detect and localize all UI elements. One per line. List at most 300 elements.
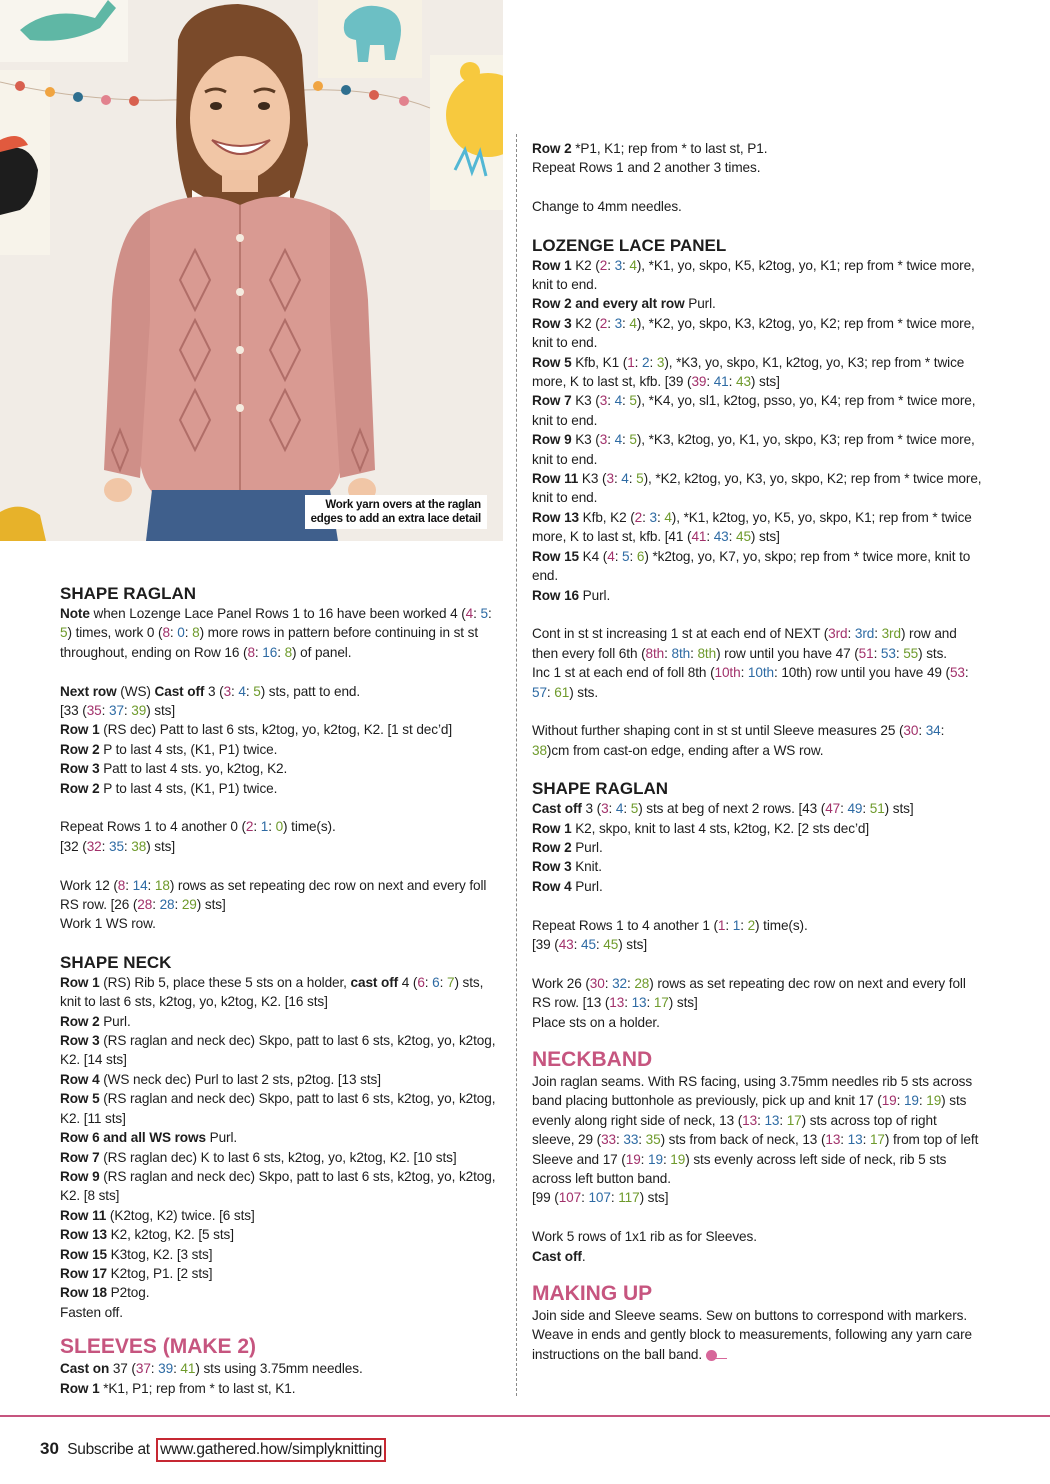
text: ), *K3, k2tog, yo, K1, yo, skpo, K3; rep from * twice more, knit to end. [532,432,975,467]
sleeve-raglan-row [532,838,982,857]
making-up-text [532,1306,982,1364]
row-label: Row 13 [532,509,579,525]
neck-row [60,1089,500,1128]
row-text: K2tog, P1. [2 sts] [107,1265,213,1281]
size-value: 41 [180,1361,196,1377]
text: ) sts at beg of next 2 rows. [43 ( [638,801,826,817]
text: when Lozenge Lace Panel Rows 1 to 16 have been worked 4 ( [89,606,466,621]
neck-row [60,1128,500,1147]
row-text: K2, skpo, knit to last 4 sts, k2tog, K2. [2 sts dec’d] [571,820,870,836]
row-text: Purl. [571,878,603,894]
row-label: Row 1 [60,722,100,738]
row-label: Row 2 and every alt row [532,296,685,312]
size-value: 5 [629,393,637,409]
lozenge-row: Row 3 K2 (2: 3: 4), *K2, yo, skpo, K3, k2tog, yo, K2; rep from * twice more, knit to end. [532,315,975,351]
neck-row [60,1148,500,1167]
size-value: 4 [621,471,629,487]
text: K2 ( [571,257,600,273]
size-value: 51 [858,645,874,661]
size-value: 2 [634,509,643,525]
row-label: Row 3 [60,1033,100,1049]
footer-rule [0,1415,1050,1417]
hero-photo [0,0,503,541]
lozenge-row: Row 7 K3 (3: 4: 5), *K4, yo, sl1, k2tog, psso, yo, K4; rep from * twice more, knit to end. [532,393,976,428]
repeat-instruction: Repeat Rows 1 to 4 another 0 (2: 1: 0) time(s). [60,819,336,835]
size-value: 61 [554,684,570,700]
row-label: Row 15 [60,1246,107,1262]
size-value: 5 [480,606,488,621]
size-value: 1 [732,917,741,933]
row-label: Row 2 [60,780,100,796]
size-value: 13 [825,1132,841,1148]
stitch-count: [99 (107: 107: 117) sts] [532,1190,669,1206]
text: ) sts] [750,374,780,390]
size-value: 33 [601,1132,616,1148]
text: ) sts, knit to last 6 sts, k2tog, yo, k2tog, K2. [16 sts] [60,974,484,1010]
size-value: 43 [713,529,729,545]
size-value: 4 [614,393,623,409]
text: (RS) Rib 5, place these 5 sts on a holder, [99,974,351,990]
size-value: 28 [137,897,153,913]
size-value: 29 [181,897,197,913]
column-divider [516,134,517,1396]
subscribe-text: Subscribe at [67,1441,150,1458]
size-value: 107 [558,1190,582,1206]
text: Repeat Rows 1 to 4 another 0 ( [60,819,246,835]
row-label: Row 2 [60,741,100,757]
work-instruction: Work 26 (30: 32: 28) rows as set repeating dec row on next and every foll RS row. [13 (13: 13: 17) sts] [532,975,966,1011]
text: ) sts] [639,1190,669,1206]
neck-row [60,1245,500,1264]
size-value: 39 [131,703,147,719]
text: ) sts] [750,529,780,545]
size-value: 39 [158,1361,174,1377]
size-value: 8th [645,645,665,661]
text: K3 ( [578,471,607,487]
sleeve-raglan-cast-off: Cast off 3 (3: 4: 5) sts at beg of next 2 rows. [43 (47: 49: 51) sts] [532,801,914,817]
left-column [60,584,500,1398]
row-text: Purl. [99,1013,131,1029]
text: K3 ( [571,393,600,409]
size-value: 28 [159,897,175,913]
text: ) sts, patt to end. [260,683,361,699]
lozenge-row [532,586,982,605]
change-needles: Change to 4mm needles. [532,199,682,215]
cast-off-label: Cast off [532,1248,582,1264]
size-value: 39 [691,374,707,390]
size-value: 13 [742,1112,758,1128]
size-value: 37 [135,1361,151,1377]
text: ) sts] [884,801,914,817]
text: 3 ( [204,683,224,699]
size-value: 3 [614,315,623,331]
row-text: (WS neck dec) Purl to last 2 sts, p2tog. [13 sts] [99,1071,381,1087]
size-value: 4 [607,548,615,564]
sleeve-repeat: Repeat Rows 1 and 2 another 3 times. [532,160,761,176]
size-value: 13 [847,1132,863,1148]
text: ) sts] [146,838,176,854]
text: ) sts across top of right sleeve, 29 ( [532,1112,937,1148]
size-value: 14 [132,877,148,893]
neck-rows [60,1012,500,1303]
size-value: 1 [627,354,635,370]
lozenge-row: Row 9 K3 (3: 4: 5), *K3, k2tog, yo, K1, yo, skpo, K3; rep from * twice more, knit to end. [532,432,975,467]
row-text: Purl. [571,839,603,855]
text: ) sts. [569,684,599,700]
caption-line-1: Work yarn overs at the raglan [325,499,481,511]
size-value: 55 [903,645,919,661]
text: Cont in st st increasing 1 st at each end of NEXT ( [532,626,829,642]
size-value: 4 [238,683,246,699]
size-value: 5 [622,548,630,564]
size-value: 3 [223,683,232,699]
row-label: Row 1 [60,1380,100,1396]
neckband-heading: NECKBAND [532,1047,653,1071]
row-label: Row 5 [60,1091,100,1107]
text: ), *K1, yo, skpo, K5, k2tog, yo, K1; rep from * twice more, knit to end. [532,257,975,293]
text: ) *k2tog, yo, K7, yo, skpo; rep from * twice more, knit to end. [532,548,971,584]
row-text: (RS raglan dec) K to last 6 sts, k2tog, yo, k2tog, K2. [10 sts] [99,1149,457,1165]
size-value: 13 [631,995,647,1011]
size-value: 8 [162,625,170,641]
size-value: 10th [714,665,741,681]
text: ), *K3, yo, skpo, K1, k2tog, yo, K3; rep from * twice more, K to last st, kfb. [39 ( [532,354,965,390]
row-label: Row 1 [532,257,572,273]
text: ) more rows in pattern before continuing in st st throughout, ending on Row 16 ( [60,625,479,660]
row-label: Row 2 [532,839,572,855]
row-label: Row 5 [532,354,572,370]
row-label: Row 6 and all WS rows [60,1130,206,1146]
row-label: Row 3 [532,859,572,875]
size-value: 19 [670,1151,686,1167]
size-value: 47 [825,801,841,817]
text: Join raglan seams. With RS facing, using 3.75mm needles rib 5 sts across band placing buttonhole as previously, pick up and knit 17 ( [532,1073,973,1109]
size-value: 7 [446,974,455,990]
size-value: 5 [253,683,261,699]
size-value: 1 [260,819,269,835]
caption-line-2: edges to add an extra lace detail [310,513,481,525]
size-value: 5 [630,801,639,817]
row-label: Next row [60,683,117,699]
row-text: (RS raglan and neck dec) Skpo, patt to last 6 sts, k2tog, yo, k2tog, K2. [8 sts] [60,1168,496,1204]
size-value: 6 [432,974,440,990]
row-text: Patt to last 4 sts. yo, k2tog, K2. [99,761,288,777]
text: K3 ( [571,432,600,448]
size-value: 37 [108,703,124,719]
size-value: 4 [629,257,637,273]
size-value: 35 [108,838,124,854]
size-value: 10th [747,665,774,681]
text: ) sts. [918,645,947,661]
work-ws-row: Work 1 WS row. [60,916,156,932]
size-value: 5 [629,432,637,448]
size-value: 0 [275,819,284,835]
sleeve-raglan-row [532,819,982,838]
size-value: 3rd [854,626,875,642]
fasten-off: Fasten off. [60,1304,123,1320]
text: ), *K2, k2tog, yo, K3, yo, skpo, K2; rep from * twice more, knit to end. [532,471,982,506]
row-label: Row 7 [60,1149,100,1165]
size-value: 53 [949,665,965,681]
making-up-heading: MAKING UP [532,1282,653,1306]
size-value: 32 [86,838,102,854]
continue-instruction: Cont in st st increasing 1 st at each end of NEXT (3rd: 3rd: 3rd) row and then every foll 6th (8th: 8th: 8th) row until you have 47 (51: 53: 55) sts. [532,626,957,661]
row-label: Row 9 [60,1168,100,1184]
row-label: Row 3 [532,315,572,331]
lozenge-row: Row 13 Kfb, K2 (2: 3: 4), *K1, k2tog, yo, K5, yo, skpo, K1; rep from * twice more, K to last st, kfb. [41 (41: 43: 45) sts] [532,509,972,545]
sleeve-raglan-row [532,857,982,876]
shape-raglan-heading: SHAPE RAGLAN [60,584,197,603]
size-value: 45 [603,936,619,952]
size-value: 2 [747,917,756,933]
row-text: (RS raglan and neck dec) Skpo, patt to last 6 sts, k2tog, yo, k2tog, K2. [14 sts] [60,1033,496,1068]
sleeve-row [60,1379,500,1398]
text: Join side and Sleeve seams. Sew on buttons to correspond with markers. Weave in ends and gently block to measurements, following any yarn care instructions on the ball band. [532,1308,972,1362]
size-value: 4 [615,801,624,817]
text: ), *K4, yo, sl1, k2tog, psso, yo, K4; rep from * twice more, knit to end. [532,393,976,428]
sleeves-heading: SLEEVES (MAKE 2) [60,1335,257,1359]
neckband-cast-off [532,1247,982,1266]
size-value: 3 [649,509,657,525]
size-value: 28 [634,975,650,991]
text: ) sts evenly across left side of neck, rib 5 sts across left button band. [532,1151,947,1187]
size-value: 117 [618,1190,640,1206]
row-label: Row 3 [60,761,100,777]
size-value: 35 [86,703,102,719]
yarn-ball-end-icon [706,1350,717,1361]
size-value: 17 [653,995,669,1011]
size-value: 4 [664,509,672,525]
sleeve-row [532,139,982,158]
size-value: 19 [648,1151,663,1167]
text: ) sts] [618,936,648,952]
subscribe-link[interactable]: www.gathered.how/simplyknitting [156,1438,386,1462]
sleeve-raglan-row [532,877,982,896]
text: ) from top of left Sleeve and 17 ( [532,1132,979,1167]
lozenge-row: Row 5 Kfb, K1 (1: 2: 3), *K3, yo, skpo, K1, k2tog, yo, K3; rep from * twice more, K to last st, kfb. [39 (39: 41: 43) sts] [532,354,965,390]
raglan-row [60,740,500,759]
size-value: 33 [623,1132,639,1148]
size-value: 3 [656,354,665,370]
lozenge-row [532,294,982,313]
size-value: 38 [131,838,147,854]
size-value: 4 [614,432,623,448]
text: 4 ( [398,974,418,990]
row-label: Row 13 [60,1227,107,1243]
shape-raglan-note: Note when Lozenge Lace Panel Rows 1 to 16 have been worked 4 (4: 5: 5) times, work 0 (8: 0: 8) more rows in pattern before continuing in st st throughout, ending on Row 16 (8: 16: 8) of panel. [60,606,492,660]
size-value: 34 [925,723,941,739]
text: ) sts from back of neck, 13 ( [660,1132,826,1148]
size-value: 18 [154,877,170,893]
lozenge-heading: LOZENGE LACE PANEL [532,235,727,255]
size-value: 4 [629,315,637,331]
lozenge-row: Row 1 K2 (2: 3: 4), *K1, yo, skpo, K5, k2tog, yo, K1; rep from * twice more, knit to end. [532,257,975,293]
text: K2 ( [571,315,600,331]
row-text: (RS dec) Patt to last 6 sts, k2tog, yo, k2tog, K2. [1 st dec’d] [99,722,453,738]
text: ) rows as set repeating dec row on next and every foll RS row. [26 ( [60,877,487,913]
size-value: 19 [625,1151,641,1167]
text: ) sts evenly along right side of neck, 13 ( [532,1093,967,1128]
size-value: 17 [869,1132,885,1148]
text: [39 ( [532,936,559,952]
right-column [532,139,982,1364]
text: [33 ( [60,703,87,719]
text: K4 ( [579,548,608,564]
row-label: Row 15 [532,548,579,564]
size-value: 3 [614,257,623,273]
raglan-row [60,759,500,778]
size-value: 1 [717,917,726,933]
text: . [581,1248,586,1264]
size-value: 3 [599,393,608,409]
row-text: P2tog. [107,1285,150,1301]
row-label: Row 4 [60,1071,100,1087]
place-on-holder: Place sts on a holder. [532,1014,660,1030]
size-value: 8th [697,645,717,661]
neck-row: Row 1 (RS) Rib 5, place these 5 sts on a holder, cast off 4 (6: 6: 7) sts, knit to last 6 sts, k2tog, yo, k2tog, K2. [16 sts] [60,974,484,1010]
size-value: 3 [606,471,614,487]
text: ) sts] [146,703,176,719]
text: Repeat Rows 1 to 4 another 1 ( [532,917,718,933]
row-label: Row 2 [60,1013,100,1029]
size-value: 51 [869,801,885,817]
neck-row [60,1206,500,1225]
text: ) sts using 3.75mm needles. [195,1361,363,1377]
size-value: 53 [880,645,896,661]
size-value: 41 [713,374,729,390]
size-value: 6 [417,974,425,990]
size-value: 45 [736,529,751,545]
size-value: 0 [177,625,185,641]
stitch-count: [33 (35: 37: 39) sts] [60,703,176,719]
text: ) times, work 0 ( [67,625,163,641]
girl-face [190,56,290,180]
size-value: 107 [588,1190,611,1206]
row-text: *K1, P1; rep from * to last st, K1. [99,1380,296,1396]
row-text: Purl. [579,587,611,603]
text: ) row and then every foll 6th ( [532,626,957,661]
size-value: 19 [926,1093,942,1109]
row-text: Purl. [205,1130,238,1146]
size-value: 8th [671,645,691,661]
neck-row [60,1070,500,1089]
increase-instruction: Inc 1 st at each end of foll 8th (10th: 10th: 10th) row until you have 49 (53: 57: 61) sts. [532,665,969,700]
work-instruction: Work 12 (8: 14: 18) rows as set repeating dec row on next and every foll RS row. [26 (28: 28: 29) sts] [60,877,487,913]
size-value: 32 [612,975,627,991]
row-label: Row 1 [532,820,572,836]
size-value: 19 [903,1093,919,1109]
row-text: P to last 4 sts, (K1, P1) twice. [99,741,278,757]
row-text: (RS raglan and neck dec) Skpo, patt to last 6 sts, k2tog, yo, k2tog, K2. [11 sts] [60,1091,496,1126]
photo-illustration [0,0,503,541]
size-value: 8 [192,625,200,641]
size-value: 41 [691,529,707,545]
cast-off-label: Cast off [154,683,205,699]
text: 37 ( [109,1361,136,1377]
row-label: Row 11 [532,471,579,487]
shape-neck-heading: SHAPE NECK [60,952,172,972]
size-value: 3 [599,432,608,448]
raglan-row [60,779,500,798]
row-text: *P1, K1; rep from * to last st, P1. [571,141,768,156]
stitch-count: [32 (32: 35: 38) sts] [60,838,176,854]
size-value: 3rd [881,626,901,642]
raglan-row [60,720,500,739]
row-label: Row 18 [60,1285,107,1301]
size-value: 3rd [828,626,848,642]
cast-on-label: Cast on [60,1361,110,1377]
text: Inc 1 st at each end of foll 8th ( [532,665,715,681]
footer [40,1438,386,1462]
note-label: Note [60,606,90,621]
sleeve-raglan-heading: SHAPE RAGLAN [532,779,669,799]
row-text: (K2tog, K2) twice. [6 sts] [106,1207,255,1223]
size-value: 17 [786,1112,802,1128]
neck-row [60,1012,500,1031]
text: ), *K1, k2tog, yo, K5, yo, skpo, K1; rep from * twice more, K to last st, kfb. [41 ( [532,509,972,545]
size-value: 3 [601,801,609,817]
row-label: Row 1 [60,974,100,990]
row-text: K3tog, K2. [3 sts] [107,1246,213,1262]
text: [32 ( [60,838,87,854]
lozenge-row: Row 11 K3 (3: 4: 5), *K2, k2tog, yo, K3, yo, skpo, K2; rep from * twice more, knit to end. [532,471,982,506]
row-text: P to last 4 sts, (K1, P1) twice. [99,780,278,796]
size-value: 30 [903,723,919,739]
text: Work 12 ( [60,877,118,893]
row-text: Knit. [571,859,602,875]
size-value: 5 [60,625,68,641]
size-value: 45 [580,936,596,952]
text: [99 ( [532,1190,559,1206]
without-shaping-instruction: Without further shaping cont in st st until Sleeve measures 25 (30: 34: 38)cm from cast-on edge, ending after a WS row. [532,723,945,758]
size-value: 49 [847,801,863,817]
neck-row [60,1283,500,1302]
lozenge-row: Row 15 K4 (4: 5: 6) *k2tog, yo, K7, yo, skpo; rep from * twice more, knit to end. [532,548,971,584]
text: 3 ( [581,801,602,817]
size-value: 2 [599,257,608,273]
text: ) sts] [668,995,698,1011]
next-row: Next row (WS) Cast off 3 (3: 4: 5) sts, patt to end. [60,683,361,699]
stitch-count: [39 (43: 45: 45) sts] [532,936,648,952]
neckband-instruction: Join raglan seams. With RS facing, using 3.75mm needles rib 5 sts across band placing buttonhole as previously, pick up and knit 17 (19: 19: 19) sts evenly along right side of neck, 13 (13: 13: 17) sts across top of right sleeve, 29 (33: 33: 35) sts from back of neck, 13 (13: 13: 17) from top of left Sleeve and 17 (19: 19: 19) sts evenly across left side of neck, rib 5 sts across left button band. [532,1073,979,1187]
text: ) row until you have 47 ( [716,645,859,661]
size-value: 2 [245,819,254,835]
row-label: Row 9 [532,432,572,448]
size-value: 35 [645,1132,661,1148]
row-label: Row 2 [532,141,572,156]
cast-off-label: Cast off [532,801,582,817]
row-text: Purl. [684,296,716,312]
text: )cm from cast-on edge, ending after a WS row. [546,742,824,758]
text: ) time(s). [283,819,336,835]
text: : 10th) row until you have 49 ( [773,665,950,681]
size-value: 19 [881,1093,897,1109]
text: ) of panel. [292,644,352,660]
size-value: 2 [599,315,608,331]
neck-row [60,1167,500,1206]
text: ) sts] [196,897,226,913]
size-value: 2 [642,354,650,370]
size-value: 5 [636,471,644,487]
text: Work 26 ( [532,975,590,991]
row-label: Row 16 [532,587,579,603]
neck-row [60,1225,500,1244]
text: Kfb, K1 ( [571,354,628,370]
neck-row [60,1031,500,1070]
text: Kfb, K2 ( [579,509,635,525]
photo-caption [305,495,487,529]
text: Without further shaping cont in st st until Sleeve measures 25 ( [532,723,904,739]
